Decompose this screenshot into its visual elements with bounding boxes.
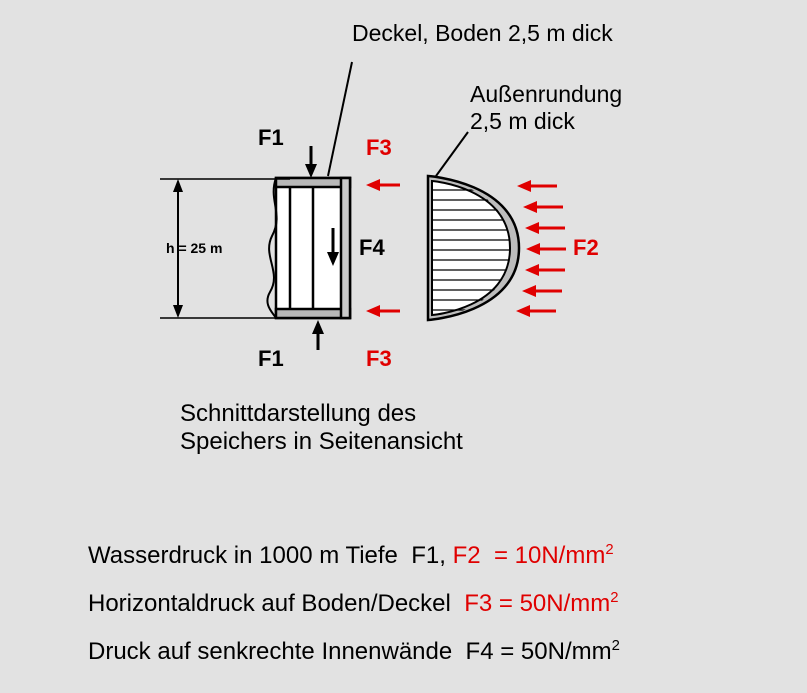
equation-2-symbol: F3	[464, 590, 493, 617]
arrow-f3-bottom	[366, 305, 400, 317]
equation-innenwaende	[88, 638, 620, 666]
arrow-f3-top	[366, 179, 400, 191]
label-height-dimension: h = 25 m	[166, 240, 223, 256]
label-f4: F4	[359, 235, 385, 260]
caption-aussenrundung-line1: Außenrundung	[470, 81, 623, 107]
caption-schnittdarstellung	[180, 400, 463, 457]
label-f3-bottom: F3	[366, 346, 392, 371]
leader-line-aussenrundung	[436, 132, 468, 176]
equation-2-lead: Horizontaldruck auf Boden/Deckel	[88, 590, 465, 617]
equation-1-symbol: F2	[452, 542, 481, 569]
equation-horizontaldruck	[88, 590, 619, 618]
cylinder-bottom	[276, 309, 350, 318]
caption-schnitt-line2: Speichers in Seitenansicht	[180, 428, 463, 456]
equation-1-lead: Wasserdruck in 1000 m Tiefe F1,	[88, 542, 453, 569]
caption-deckel-boden: Deckel, Boden 2,5 m dick	[352, 20, 613, 46]
label-f2: F2	[573, 235, 599, 260]
caption-aussenrundung	[470, 81, 622, 135]
equation-1-exponent: 2	[605, 542, 614, 558]
equation-3-lead: Druck auf senkrechte Innenwände F4 = 50N/mm	[88, 638, 612, 665]
arrow-f1-bottom	[312, 320, 324, 350]
equation-3-exponent: 2	[611, 638, 620, 654]
equation-1-tail: = 10N/mm	[480, 542, 606, 569]
equation-wasserdruck	[88, 542, 614, 570]
arrow-f1-top	[305, 146, 317, 178]
caption-aussenrundung-line2: 2,5 m dick	[470, 108, 575, 135]
dimension-arrow-up	[173, 179, 183, 192]
dimension-arrow-down	[173, 305, 183, 318]
cylinder-right-shell	[341, 178, 350, 318]
arrow-group-f2	[516, 180, 566, 317]
label-f1-top: F1	[258, 125, 284, 150]
label-f3-top: F3	[366, 135, 392, 160]
label-f1-bottom: F1	[258, 346, 284, 371]
equation-2-tail: = 50N/mm	[492, 590, 611, 617]
equation-2-exponent: 2	[610, 590, 619, 606]
leader-line-deckel	[328, 62, 352, 176]
caption-schnitt-line1: Schnittdarstellung des	[180, 400, 417, 427]
